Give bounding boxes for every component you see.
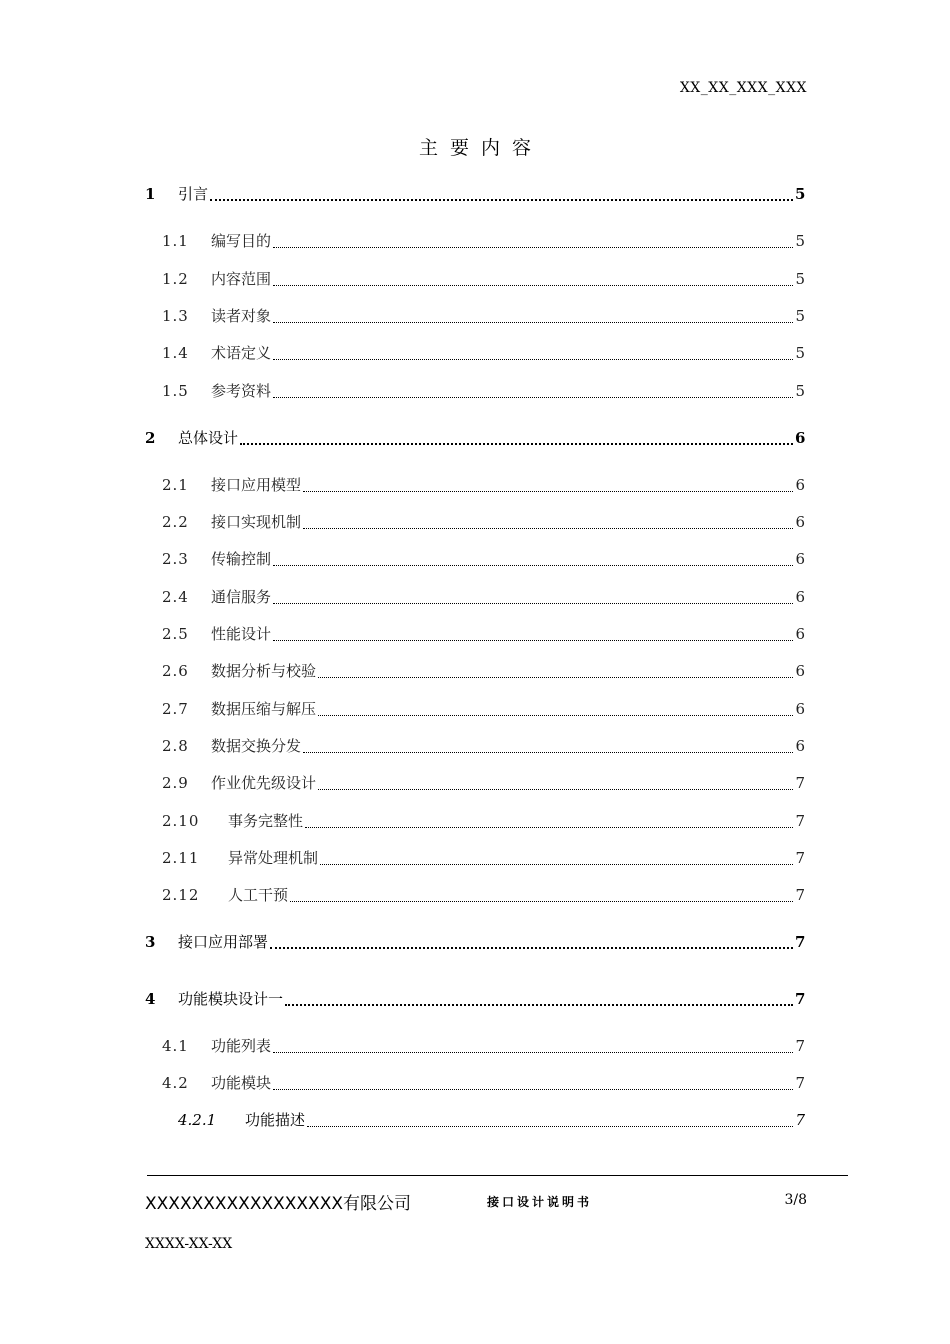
- toc-leader-dots: [318, 789, 793, 790]
- toc-entry-text: 异常处理机制: [228, 849, 319, 867]
- toc-entry-text: 通信服务: [211, 588, 272, 606]
- toc-leader-dots: [273, 397, 793, 398]
- toc-entry-page: 6: [795, 588, 805, 606]
- toc-entry-2-1[interactable]: [162, 474, 805, 496]
- toc-entry-text: 数据压缩与解压: [211, 700, 317, 718]
- toc-entry-text: 功能描述: [245, 1111, 306, 1129]
- toc-leader-dots: [305, 827, 793, 828]
- toc-entry-2-2[interactable]: [162, 511, 805, 533]
- toc-leader-dots: [273, 640, 793, 641]
- toc-entry-page: 7: [795, 849, 805, 867]
- toc-leader-dots: [285, 1004, 793, 1006]
- toc-entry-2-7[interactable]: [162, 698, 805, 720]
- toc-entry-page: 6: [795, 700, 805, 718]
- toc-entry-text: 术语定义: [211, 344, 272, 362]
- toc-entry-page: 7: [795, 990, 806, 1008]
- toc-entry-text: 人工干预: [228, 886, 289, 904]
- toc-entry-number: 2.7: [162, 700, 189, 718]
- toc-entry-number: 2.5: [162, 625, 189, 643]
- toc-leader-dots: [320, 864, 793, 865]
- toc-entry-page: 5: [795, 232, 805, 250]
- toc-entry-number: 1: [145, 185, 156, 203]
- toc-entry-1-3[interactable]: [162, 305, 805, 327]
- toc-entry-1[interactable]: [145, 183, 805, 205]
- toc-leader-dots: [307, 1126, 793, 1127]
- footer-date: XXXX-XX-XX: [145, 1236, 233, 1252]
- toc-leader-dots: [273, 565, 793, 566]
- toc-entry-1-2[interactable]: [162, 268, 805, 290]
- toc-entry-2-5[interactable]: [162, 623, 805, 645]
- toc-entry-number: 2.12: [162, 886, 200, 904]
- toc-entry-4[interactable]: [145, 988, 805, 1010]
- toc-entry-page: 6: [795, 429, 806, 447]
- toc-entry-text: 传输控制: [211, 550, 272, 568]
- toc-entry-page: 7: [795, 1037, 805, 1055]
- toc-entry-page: 5: [795, 344, 805, 362]
- toc-entry-2-3[interactable]: [162, 548, 805, 570]
- toc-entry-number: 1.2: [162, 270, 189, 288]
- toc-entry-number: 2.4: [162, 588, 189, 606]
- toc-entry-number: 3: [145, 933, 156, 951]
- toc-entry-number: 4: [145, 990, 156, 1008]
- toc-entry-number: 2.11: [162, 849, 200, 867]
- toc-entry-4-2-1[interactable]: [178, 1109, 805, 1131]
- toc-entry-page: 5: [795, 270, 805, 288]
- toc-entry-number: 2.6: [162, 662, 189, 680]
- toc-entry-text: 内容范围: [211, 270, 272, 288]
- toc-entry-number: 2: [145, 429, 156, 447]
- toc-leader-dots: [273, 322, 793, 323]
- toc-entry-text: 作业优先级设计: [211, 774, 317, 792]
- toc-entry-number: 2.2: [162, 513, 189, 531]
- toc-entry-1-4[interactable]: [162, 342, 805, 364]
- toc-entry-2[interactable]: [145, 427, 805, 449]
- toc-entry-text: 功能列表: [211, 1037, 272, 1055]
- toc-leader-dots: [273, 1089, 793, 1090]
- toc-entry-text: 引言: [178, 185, 209, 203]
- toc-entry-number: 1.4: [162, 344, 189, 362]
- toc-leader-dots: [273, 359, 793, 360]
- toc-entry-text: 数据交换分发: [211, 737, 302, 755]
- footer-company: XXXXXXXXXXXXXXXXX有限公司: [145, 1194, 411, 1214]
- toc-entry-3[interactable]: [145, 931, 805, 953]
- toc-entry-page: 7: [795, 1074, 805, 1092]
- footer-divider: [147, 1175, 848, 1176]
- toc-entry-page: 5: [795, 307, 805, 325]
- toc-entry-number: 4.2.1: [178, 1111, 217, 1129]
- toc-entry-text: 功能模块设计一: [178, 990, 284, 1008]
- toc-leader-dots: [290, 901, 793, 902]
- toc-leader-dots: [210, 199, 793, 201]
- toc-leader-dots: [318, 715, 793, 716]
- toc-entry-page: 6: [795, 737, 805, 755]
- toc-entry-2-10[interactable]: [162, 810, 805, 832]
- toc-entry-page: 7: [795, 812, 805, 830]
- toc-entry-2-4[interactable]: [162, 586, 805, 608]
- toc-entry-text: 事务完整性: [228, 812, 304, 830]
- toc-entry-text: 性能设计: [211, 625, 272, 643]
- toc-entry-4-2[interactable]: [162, 1072, 805, 1094]
- toc-entry-text: 读者对象: [211, 307, 272, 325]
- toc-entry-2-6[interactable]: [162, 660, 805, 682]
- doc-code: XX_XX_XXX_XXX: [679, 80, 807, 96]
- toc-entry-page: 6: [795, 625, 805, 643]
- toc-entry-number: 1.1: [162, 232, 189, 250]
- toc-leader-dots: [240, 443, 793, 445]
- toc-entry-2-8[interactable]: [162, 735, 805, 757]
- toc-leader-dots: [273, 603, 793, 604]
- toc-entry-text: 接口应用部署: [178, 933, 269, 951]
- toc-entry-text: 数据分析与校验: [211, 662, 317, 680]
- toc-entry-number: 2.9: [162, 774, 189, 792]
- footer-doc-name: 接口设计说明书: [487, 1195, 593, 1209]
- toc-entry-page: 5: [795, 185, 806, 203]
- toc-leader-dots: [273, 1052, 793, 1053]
- toc-entry-page: 7: [795, 774, 805, 792]
- footer-page-number: 3/8: [784, 1192, 807, 1208]
- toc-entry-page: 6: [795, 513, 805, 531]
- toc-entry-4-1[interactable]: [162, 1035, 805, 1057]
- toc-entry-text: 接口实现机制: [211, 513, 302, 531]
- toc-entry-2-9[interactable]: [162, 772, 805, 794]
- toc-entry-1-5[interactable]: [162, 380, 805, 402]
- toc-entry-page: 7: [795, 1111, 805, 1129]
- toc-leader-dots: [273, 285, 793, 286]
- toc-entry-number: 1.5: [162, 382, 189, 400]
- toc-entry-number: 1.3: [162, 307, 189, 325]
- toc-entry-page: 7: [795, 933, 806, 951]
- toc-leader-dots: [318, 677, 793, 678]
- toc-entry-text: 功能模块: [211, 1074, 272, 1092]
- toc-entry-number: 2.1: [162, 476, 189, 494]
- toc-entry-2-12[interactable]: [162, 884, 805, 906]
- toc-leader-dots: [303, 528, 793, 529]
- toc-entry-number: 2.3: [162, 550, 189, 568]
- toc-leader-dots: [273, 247, 793, 248]
- toc-entry-page: 6: [795, 476, 805, 494]
- toc-entry-text: 参考资料: [211, 382, 272, 400]
- toc-leader-dots: [270, 947, 793, 949]
- toc-entry-text: 总体设计: [178, 429, 239, 447]
- toc-entry-text: 接口应用模型: [211, 476, 302, 494]
- toc-entry-number: 2.8: [162, 737, 189, 755]
- toc-leader-dots: [303, 491, 793, 492]
- toc-entry-number: 4.2: [162, 1074, 189, 1092]
- toc-title: 主要内容: [418, 137, 543, 159]
- toc-entry-1-1[interactable]: [162, 230, 805, 252]
- toc-entry-number: 2.10: [162, 812, 200, 830]
- toc-entry-page: 6: [795, 550, 805, 568]
- toc-entry-text: 编写目的: [211, 232, 272, 250]
- toc-entry-page: 7: [795, 886, 805, 904]
- toc-entry-page: 6: [795, 662, 805, 680]
- toc-entry-number: 4.1: [162, 1037, 189, 1055]
- toc-entry-page: 5: [795, 382, 805, 400]
- toc-entry-2-11[interactable]: [162, 847, 805, 869]
- toc-leader-dots: [303, 752, 793, 753]
